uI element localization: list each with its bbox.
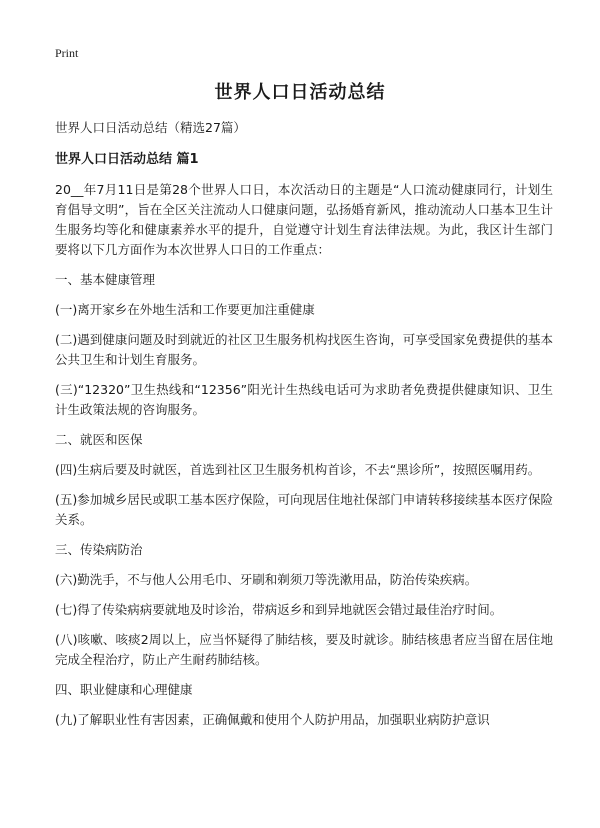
document-subtitle: 世界人口日活动总结（精选27篇） (55, 120, 246, 135)
item-7: (七)得了传染病病要就地及时诊治，带病返乡和到异地就医会错过最佳治疗时间。 (55, 602, 503, 617)
page-title: 世界人口日活动总结 (214, 82, 386, 103)
heading-medical: 二、就医和医保 (55, 432, 143, 447)
item-5: (五)参加城乡居民或职工基本医疗保险，可向现居住地社保部门申请转移接续基本医疗保险关系。 (55, 492, 553, 527)
document-body (55, 118, 553, 740)
section-heading: 世界人口日活动总结 篇1 (55, 152, 199, 167)
intro-paragraph: 20__年7月11日是第28个世界人口日，本次活动日的主题是“人口流动健康同行，计划生育倡导文明”，旨在全区关注流动人口健康问题，弘扬婚育新风，推动流动人口基本卫生计生服务均等化和健康素养水平的提升，自觉遵守计划生育法律法规。为此，我区计生部门要将以下几方面作为本次世界人口日的工作重点： (55, 182, 553, 257)
item-2: (二)遇到健康问题及时到就近的社区卫生服务机构找医生咨询，可享受国家免费提供的基本公共卫生和计划生育服务。 (55, 332, 553, 367)
heading-occupational: 四、职业健康和心理健康 (55, 682, 193, 697)
item-4: (四)生病后要及时就医，首选到社区卫生服务机构首诊，不去“黑诊所”，按照医嘱用药。 (55, 462, 541, 477)
item-6: (六)勤洗手，不与他人公用毛巾、牙刷和剃须刀等洗漱用品，防治传染疾病。 (55, 572, 478, 587)
item-1: (一)离开家乡在外地生活和工作要更加注重健康 (55, 302, 315, 317)
item-3: (三)“12320”卫生热线和“12356”阳光计生热线电话可为求助者免费提供健康知识、卫生计生政策法规的咨询服务。 (55, 382, 553, 417)
heading-infectious: 三、传染病防治 (55, 542, 143, 557)
item-9: (九)了解职业性有害因素，正确佩戴和使用个人防护用品，加强职业病防护意识 (55, 712, 490, 727)
heading-basic-health: 一、基本健康管理 (55, 272, 156, 287)
print-link[interactable]: Print (55, 46, 79, 60)
item-8: (八)咳嗽、咳痰2周以上，应当怀疑得了肺结核，要及时就诊。肺结核患者应当留在居住地完成全程治疗，防止产生耐药肺结核。 (55, 632, 553, 667)
